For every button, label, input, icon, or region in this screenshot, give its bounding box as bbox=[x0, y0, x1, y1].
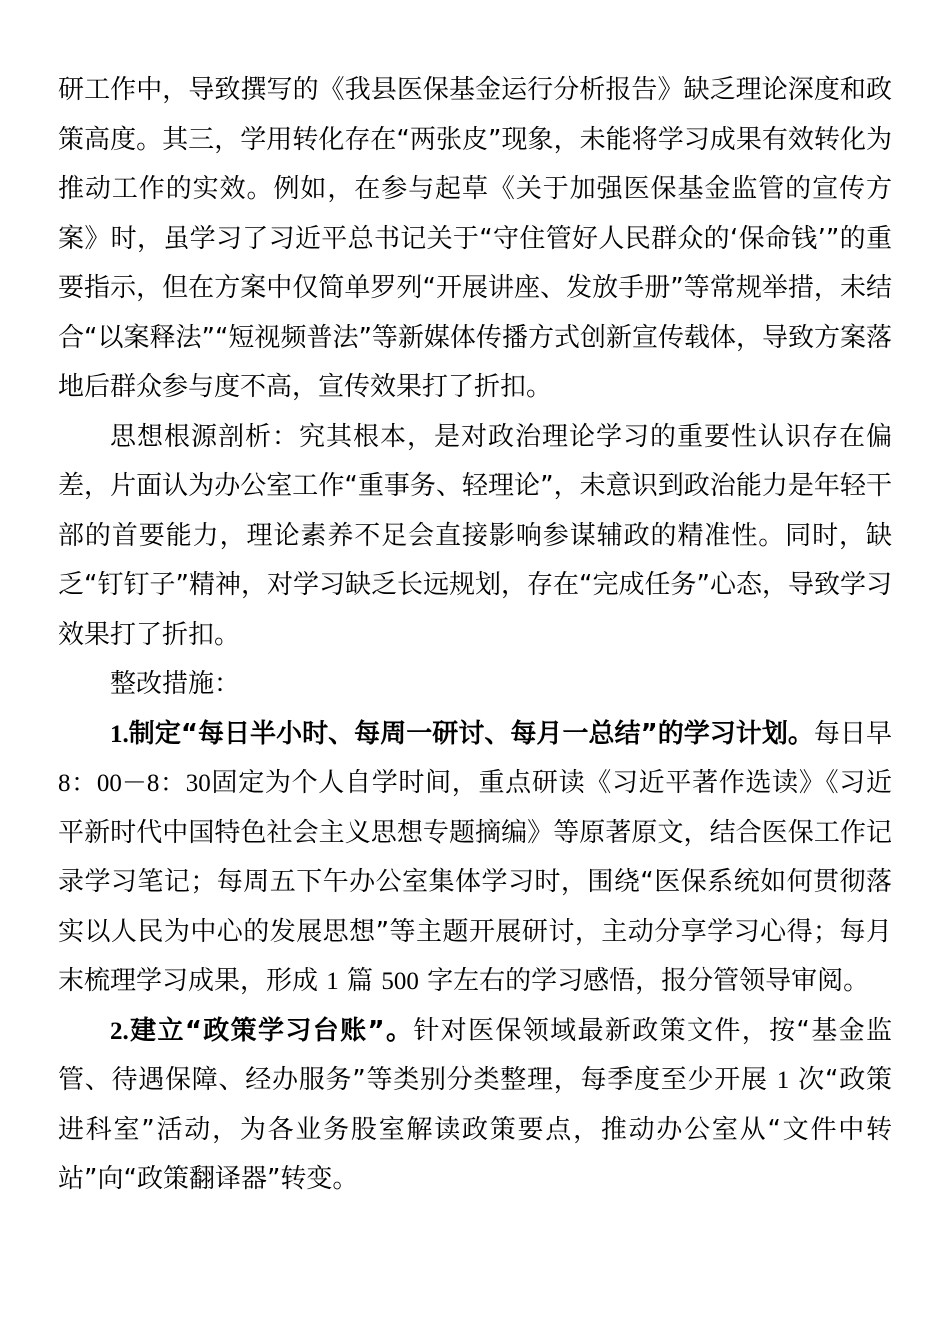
measure-item-2 bbox=[58, 1007, 892, 1205]
measure-1-text: 每日早 bbox=[813, 718, 892, 749]
measure-1-time: 8：00－8：30 bbox=[58, 770, 211, 797]
document-page bbox=[58, 66, 892, 1205]
measure-2-heading: 建立“政策学习台账”。 bbox=[128, 1015, 414, 1046]
measure-1-count: 500 bbox=[381, 968, 419, 995]
paragraph-continued: 研工作中，导致撰写的《我县医保基金运行分析报告》缺乏理论深度和政策高度。其三，学用转化存在“两张皮”现象，未能将学习成果有效转化为推动工作的实效。例如，在参与起草《关于加强医保基金监管的宣传方案》时，虽学习了习近平总书记关于“守住管好人民群众的‘保命钱’”的重要指示，但在方案中仅简单罗列“开展讲座、发放手册”等常规举措，未结合“以案释法”“短视频普法”等新媒体传播方式创新宣传载体，导致方案落地后群众参与度不高，宣传效果打了折扣。 bbox=[58, 75, 892, 402]
measure-1-number: 1. bbox=[110, 720, 129, 748]
measure-1-count: 1 bbox=[326, 968, 339, 995]
measure-2-number: 2. bbox=[110, 1017, 129, 1045]
measure-2-text: 次“政策进科室”活动，为各业务股室解读政策要点，推动办公室从“文件中转站”向“政策翻译器”转变。 bbox=[58, 1065, 892, 1194]
measure-2-text: 针对医保领域最新政策文件，按“基金监管、待遇保障、经办服务”等类别分类整理，每季度至少开展 bbox=[58, 1015, 892, 1095]
measure-2-count: 1 bbox=[776, 1067, 790, 1094]
measure-1-text: 篇 bbox=[347, 966, 374, 996]
measure-1-heading: 制定“每日半小时、每周一研讨、每月一总结”的学习计划。 bbox=[128, 718, 814, 749]
paragraph-measures-heading: 整改措施： bbox=[110, 669, 241, 699]
measure-1-text: 字左右的学习感悟，报分管领导审阅。 bbox=[427, 966, 870, 996]
paragraph-root-cause: 思想根源剖析：究其根本，是对政治理论学习的重要性认识存在偏差，片面认为办公室工作“重事务、轻理论”，未意识到政治能力是年轻干部的首要能力，理论素养不足会直接影响参谋辅政的精准性。同时，缺乏“钉钉子”精神，对学习缺乏长远规划，存在“完成任务”心态，导致学习效果打了折扣。 bbox=[58, 421, 892, 650]
measure-1-text: 固定为个人自学时间，重点研读《习近平著作选读》《习近平新时代中国特色社会主义思想专题摘编》等原著原文，结合医保工作记录学习笔记；每周五下午办公室集体学习时，围绕“医保系统如何贯彻落实以人民为中心的发展思想”等主题开展研讨，主动分享学习心得；每月末梳理学习成果，形成 bbox=[58, 768, 892, 996]
measure-item-1 bbox=[58, 710, 892, 1007]
